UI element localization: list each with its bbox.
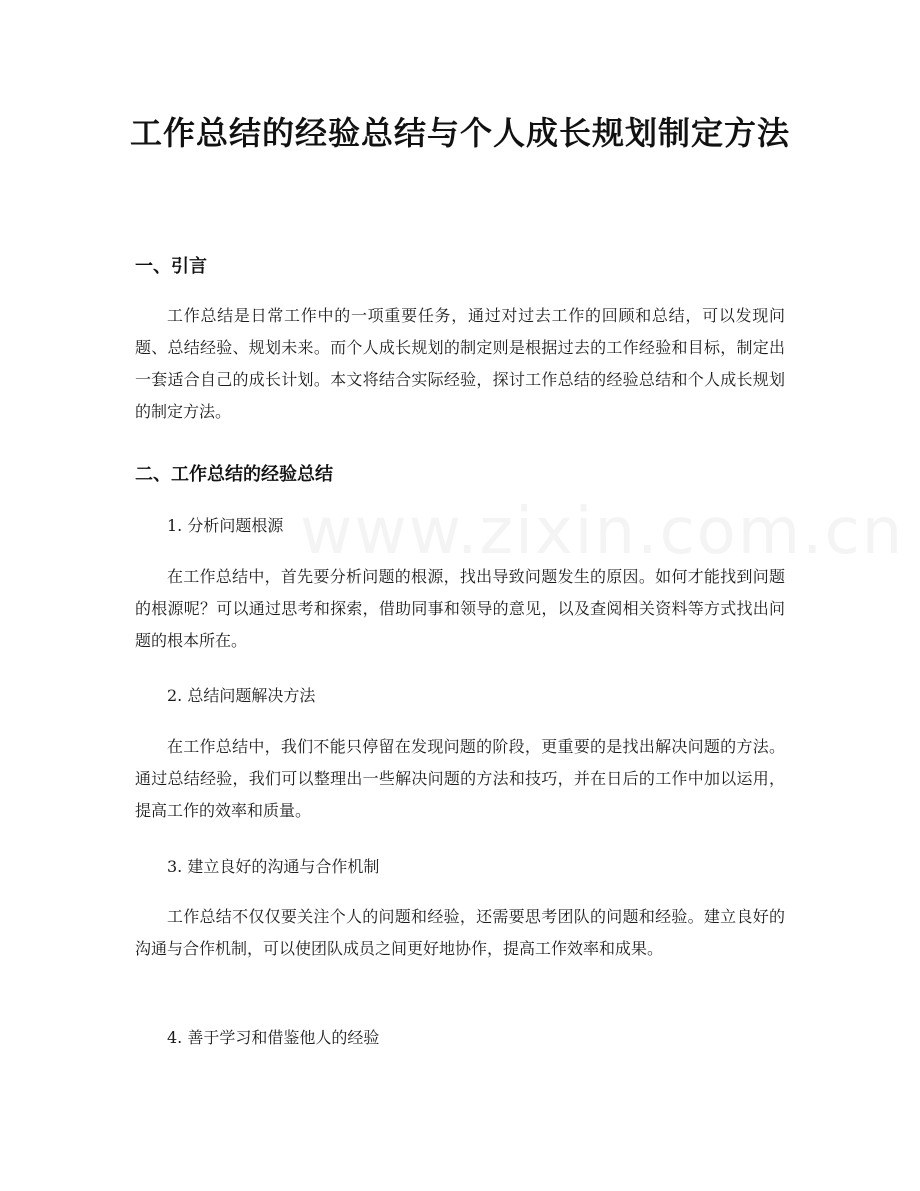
document-title: 工作总结的经验总结与个人成长规划制定方法 [129,114,790,152]
intro-paragraph: 工作总结是日常工作中的一项重要任务，通过对过去工作的回顾和总结，可以发现问题、总结经验、规划未来。而个人成长规划的制定则是根据过去的工作经验和目标，制定出一套适合自己的成长计划。本文将结合实际经验，探讨工作总结的经验总结和个人成长规划的制定方法。 [135,306,785,421]
item-label-2: 2. 总结问题解决方法 [167,686,316,705]
item-paragraph-3: 工作总结不仅仅要关注个人的问题和经验，还需要思考团队的问题和经验。建立良好的沟通与合作机制，可以使团队成员之间更好地协作，提高工作效率和成果。 [135,907,785,958]
section-heading-intro: 一、引言 [135,256,207,277]
item-paragraph-1: 在工作总结中，首先要分析问题的根源，找出导致问题发生的原因。如何才能找到问题的根源呢？可以通过思考和探索，借助同事和领导的意见，以及查阅相关资料等方式找出问题的根本所在。 [135,567,785,650]
item-label-4: 4. 善于学习和借鉴他人的经验 [167,1028,380,1047]
watermark: www.zixin.com.cn [300,495,905,569]
section-heading-experience: 二、工作总结的经验总结 [135,464,333,485]
item-paragraph-2: 在工作总结中，我们不能只停留在发现问题的阶段，更重要的是找出解决问题的方法。通过总结经验，我们可以整理出一些解决问题的方法和技巧，并在日后的工作中加以运用，提高工作的效率和质量。 [135,737,785,820]
item-label-1: 1. 分析问题根源 [167,516,284,535]
item-label-3: 3. 建立良好的沟通与合作机制 [167,857,380,876]
